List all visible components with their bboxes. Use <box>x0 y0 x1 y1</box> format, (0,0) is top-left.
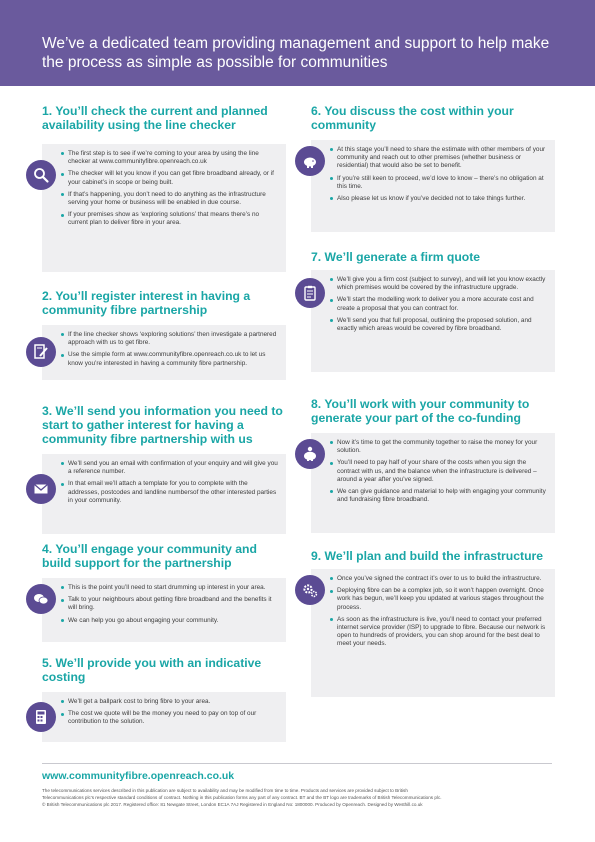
list-item: We can give guidance and material to help with engaging your community and fundraising fibre broadband. <box>337 488 549 504</box>
clipboard-icon <box>295 278 325 308</box>
page-title: We’ve a dedicated team providing management and support to help make the process as simple as possible for communities <box>42 35 550 71</box>
step-8-card <box>311 433 555 533</box>
form-pen-icon <box>26 337 56 367</box>
list-item: We’ll send you an email with confirmation of your enquiry and will give you a reference number. <box>68 460 280 476</box>
list-item: The checker will let you know if you can get fibre broadband already, or if your cabinet’s in scope or being built. <box>68 170 280 186</box>
list-item: Use the simple form at www.communityfibre.openreach.co.uk to let us know you’re interested in having a community fibre partnership. <box>68 351 280 367</box>
list-item: We can help you go about engaging your community. <box>68 617 280 625</box>
list-item: At this stage you’ll need to share the estimate with other members of your community and reach out to other premises (whether business or residential) that would also be set to benefit. <box>337 146 549 171</box>
list-item: We’ll give you a firm cost (subject to survey), and will let you know exactly which premises would be covered by the infrastructure upgrade. <box>337 276 549 292</box>
header-banner <box>0 0 595 86</box>
piggy-bank-icon <box>295 146 325 176</box>
step-5 <box>42 656 286 726</box>
step-9 <box>311 549 555 648</box>
list-item: Also please let us know if you’ve decided not to take things further. <box>337 195 549 203</box>
step-8-list <box>311 433 555 510</box>
step-2 <box>42 289 286 367</box>
legal-line: Telecommunications plc’s respective standard conditions of contract. Nothing in this publication forms any part of any contract. BT and the BT logo are trademarks of British Telecommunications plc. <box>42 795 442 800</box>
list-item: As soon as the infrastructure is live, you’ll need to contact your preferred internet service provider (ISP) to upgrade to fibre. Because our network is open to hundreds of providers, you can shop around for the best deal to meet your needs. <box>337 616 549 649</box>
footer-legal-text <box>42 787 557 808</box>
footer-divider <box>42 763 552 764</box>
step-7-list <box>311 270 555 339</box>
list-item: If that’s happening, you don’t need to do anything as the infrastructure serving your home or business will be enabled in due course. <box>68 191 280 207</box>
list-item: Talk to your neighbours about getting fibre broadband and the benefits it will bring. <box>68 596 280 612</box>
footer-url-link[interactable]: www.communityfibre.openreach.co.uk <box>42 770 235 782</box>
legal-line: The telecommunications services described in this publication are subject to availability and may be modified from time to time. Products and services are provided subject to British <box>42 788 408 793</box>
step-4-list <box>42 578 286 631</box>
step-3-card <box>42 454 286 534</box>
step-2-list <box>42 325 286 374</box>
list-item: We’ll get a ballpark cost to bring fibre to your area. <box>68 698 280 706</box>
step-6-list <box>311 140 555 209</box>
step-6-card <box>311 140 555 232</box>
legal-line: © British Telecommunications plc 2017. Registered office: 81 Newgate Street, London EC1A 7AJ Registered in England No: 1800000. Produced by Openreach. Designed by Westhill.co.uk <box>42 802 423 807</box>
step-1-card <box>42 144 286 272</box>
list-item: You’ll need to pay half of your share of the costs when you sign the contract with us, and the balance when the infrastructure is delivered – around a year after you’ve signed. <box>337 459 549 484</box>
list-item: Now it’s time to get the community together to raise the money for your solution. <box>337 439 549 455</box>
magnifier-icon <box>26 160 56 190</box>
step-7-card <box>311 270 555 372</box>
step-5-card <box>42 692 286 742</box>
step-2-card <box>42 325 286 380</box>
gears-icon <box>295 575 325 605</box>
list-item: We’ll start the modelling work to deliver you a more accurate cost and create a proposal that you can contract for. <box>337 296 549 312</box>
list-item: The cost we quote will be the money you need to pay on top of our contribution to the solution. <box>68 710 280 726</box>
step-4-card <box>42 578 286 642</box>
step-1-title: 1. You’ll check the current and planned availability using the line checker <box>42 104 268 132</box>
step-9-card <box>311 569 555 697</box>
envelope-icon <box>26 474 56 504</box>
step-9-title: 9. We’ll plan and build the infrastructure <box>311 549 544 563</box>
list-item: Deploying fibre can be a complex job, so it won’t happen overnight. Once work has begun, we’ll keep you updated at various stages throughout the process. <box>337 587 549 612</box>
step-7-title: 7. We’ll generate a firm quote <box>311 250 481 264</box>
step-3-list <box>42 454 286 511</box>
step-1 <box>42 104 286 227</box>
step-6-title: 6. You discuss the cost within your community <box>311 104 514 132</box>
piggy-bank-coin-icon <box>295 439 325 469</box>
step-9-list <box>311 569 555 655</box>
step-8-title: 8. You’ll work with your community to generate your part of the co-funding <box>311 397 530 425</box>
list-item: This is the point you’ll need to start drumming up interest in your area. <box>68 584 280 592</box>
list-item: Once you’ve signed the contract it’s over to us to build the infrastructure. <box>337 575 549 583</box>
list-item: In that email we’ll attach a template for you to complete with the addresses, postcodes and landline numbersof the other interested parties in your community. <box>68 480 280 505</box>
step-3 <box>42 404 286 504</box>
step-5-list <box>42 692 286 733</box>
list-item: If you’re still keen to proceed, we’d love to know – there’s no obligation at this time. <box>337 175 549 191</box>
step-7 <box>311 250 555 333</box>
list-item: If your premises show as ‘exploring solutions’ that means there’s no current plan to deliver fibre in your area. <box>68 211 280 227</box>
step-3-title: 3. We’ll send you information you need to start to gather interest for having a community fibre partnership with us <box>42 404 283 446</box>
step-4 <box>42 542 286 624</box>
step-1-list <box>42 144 286 234</box>
list-item: The first step is to see if we’re coming to your area by using the line checker at www.communityfibre.openreach.co.uk <box>68 150 280 166</box>
step-5-title: 5. We’ll provide you with an indicative costing <box>42 656 262 684</box>
step-8 <box>311 397 555 504</box>
step-2-title: 2. You’ll register interest in having a community fibre partnership <box>42 289 251 317</box>
step-4-title: 4. You’ll engage your community and build support for the partnership <box>42 542 257 570</box>
step-6 <box>311 104 555 203</box>
calculator-icon <box>26 702 56 732</box>
list-item: If the line checker shows ‘exploring solutions’ then investigate a partnered approach with us to get fibre. <box>68 331 280 347</box>
speech-bubbles-icon <box>26 584 56 614</box>
list-item: We’ll send you that full proposal, outlining the proposed solution, and exactly which areas would be covered by fibre broadband. <box>337 317 549 333</box>
